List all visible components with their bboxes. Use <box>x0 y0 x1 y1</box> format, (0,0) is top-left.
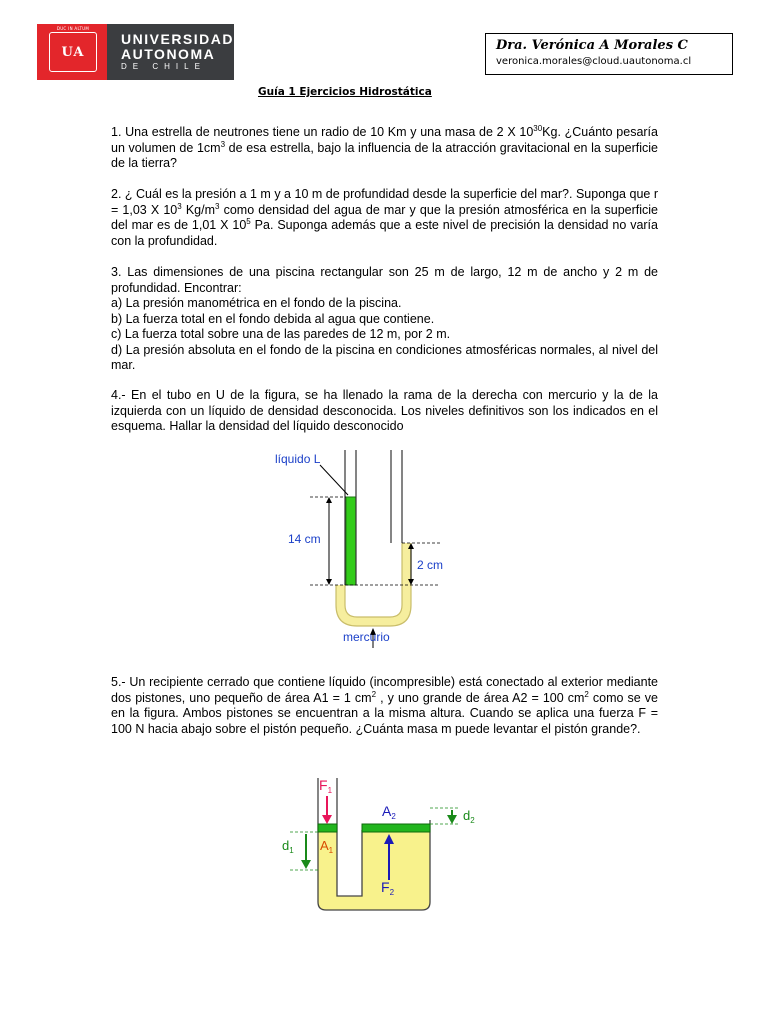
problem-2 <box>111 187 658 249</box>
hydraulic-press-figure <box>270 770 500 920</box>
logo-initials: UA <box>61 44 85 60</box>
label-F2: $F_2$ <box>381 879 395 897</box>
p2-sup-a: 3 <box>177 201 182 211</box>
problem-4 <box>111 388 658 435</box>
logo-red-block <box>37 24 107 80</box>
p2-sup-b: 3 <box>215 201 220 211</box>
university-logo <box>37 24 234 80</box>
press-fluid <box>318 830 430 910</box>
label-d2: $d_2$ <box>463 808 475 825</box>
liquid-column <box>346 497 356 585</box>
logo-badge <box>49 32 97 72</box>
author-box <box>485 33 733 75</box>
p2-text-d: Pa. Suponga además que a este nivel de precisión la densidad no varía con la profundidad. <box>111 218 658 248</box>
p2-text-a: 2. ¿ Cuál es la presión a 1 m y a 10 m de profundidad desde la superficie del mar?. Suponga que r = 1,03 X 10 <box>111 187 658 217</box>
u-tube-figure <box>270 445 470 655</box>
p2-text-c: como densidad del agua de mar y que la presión atmosférica en la superficie del mar es de 1,01 X 10 <box>111 202 658 232</box>
author-name: Dra. Verónica A Morales C <box>496 38 688 53</box>
small-piston <box>318 824 337 832</box>
label-liquid: líquido L <box>275 452 321 466</box>
p1-sup-a: 30 <box>533 123 543 133</box>
problem-5 <box>111 675 658 737</box>
p2-sup-c: 5 <box>246 216 251 226</box>
p3-intro: 3. Las dimensiones de una piscina rectangular son 25 m de largo, 12 m de ancho y 2 m de profundidad. Encontrar: <box>111 265 658 295</box>
label-d1: $d_1$ <box>282 838 294 855</box>
label-A2: $A_2$ <box>382 803 396 821</box>
p5-text-b: , y uno grande de área A2 = 100 cm <box>376 690 585 705</box>
label-A1: $A_1$ <box>320 838 334 855</box>
p1-text-c: de esa estrella, bajo la influencia de la atracción gravitacional en la superficie de la tierra? <box>111 140 659 170</box>
p1-sup-b: 3 <box>220 139 226 149</box>
label-F1: $F_1$ <box>319 777 333 795</box>
force1-arrowhead <box>322 815 332 824</box>
p5-sup-b: 2 <box>584 689 589 699</box>
p2-text-b: Kg/m <box>181 202 216 217</box>
label-2cm: 2 cm <box>417 558 444 572</box>
author-email: veronica.morales@cloud.uautonoma.cl <box>496 56 692 67</box>
logo-line-3: DE CHILE <box>121 62 206 71</box>
large-piston <box>362 824 430 832</box>
p3-item-c: c) La fuerza total sobre una de las paredes de 12 m, por 2 m. <box>111 327 451 341</box>
p4-text: 4.- En el tubo en U de la figura, se ha llenado la rama de la derecha con mercurio y la de la izquierda con un líquido de densidad desconocida. Los niveles definitivos son los indicados en el esquema. Hallar la densidad del líquido desconocido <box>111 388 658 433</box>
dim-14-arrow-top <box>326 497 332 503</box>
logo-line-1: UNIVERSIDAD <box>121 31 234 47</box>
p5-text-c: como se ve en la figura. Ambos pistones se encuentran a la misma altura. Cuando se aplica una fuerza F = 100 N hacia abajo sobre el pistón pequeño. ¿Cuánta masa m puede levantar el pistón grande?. <box>111 690 658 736</box>
d2-arrowhead <box>447 815 457 824</box>
logo-motto: DUC IN ALTUM <box>56 26 90 31</box>
p3-item-a: a) La presión manométrica en el fondo de la piscina. <box>111 296 402 310</box>
label-14cm: 14 cm <box>288 532 321 546</box>
document-title: Guía 1 Ejercicios Hidrostática <box>258 86 432 98</box>
p3-item-d: d) La presión absoluta en el fondo de la piscina en condiciones atmosféricas normales, al nivel del mar. <box>111 342 658 372</box>
dim-14-arrow-bottom <box>326 579 332 585</box>
p5-text-a: 5.- Un recipiente cerrado que contiene líquido (incompresible) está conectado al exterior mediante dos pistones, uno pequeño de área A1 = 1 cm <box>111 675 658 705</box>
liquid-pointer-line <box>320 465 348 495</box>
logo-line-2: AUTONOMA <box>121 46 216 62</box>
problem-3 <box>111 265 658 374</box>
label-mercury: mercurio <box>343 630 390 644</box>
problem-1 <box>111 125 658 172</box>
p1-text-a: 1. Una estrella de neutrones tiene un radio de 10 Km y una masa de 2 X 10 <box>111 125 534 139</box>
p5-sup-a: 2 <box>371 689 377 699</box>
p3-item-b: b) La fuerza total en el fondo debida al agua que contiene. <box>111 311 435 326</box>
p1-text-b: Kg. ¿Cuánto pesaría un volumen de 1cm <box>111 125 658 155</box>
logo-wordmark <box>107 24 234 80</box>
d1-arrowhead <box>301 860 311 869</box>
